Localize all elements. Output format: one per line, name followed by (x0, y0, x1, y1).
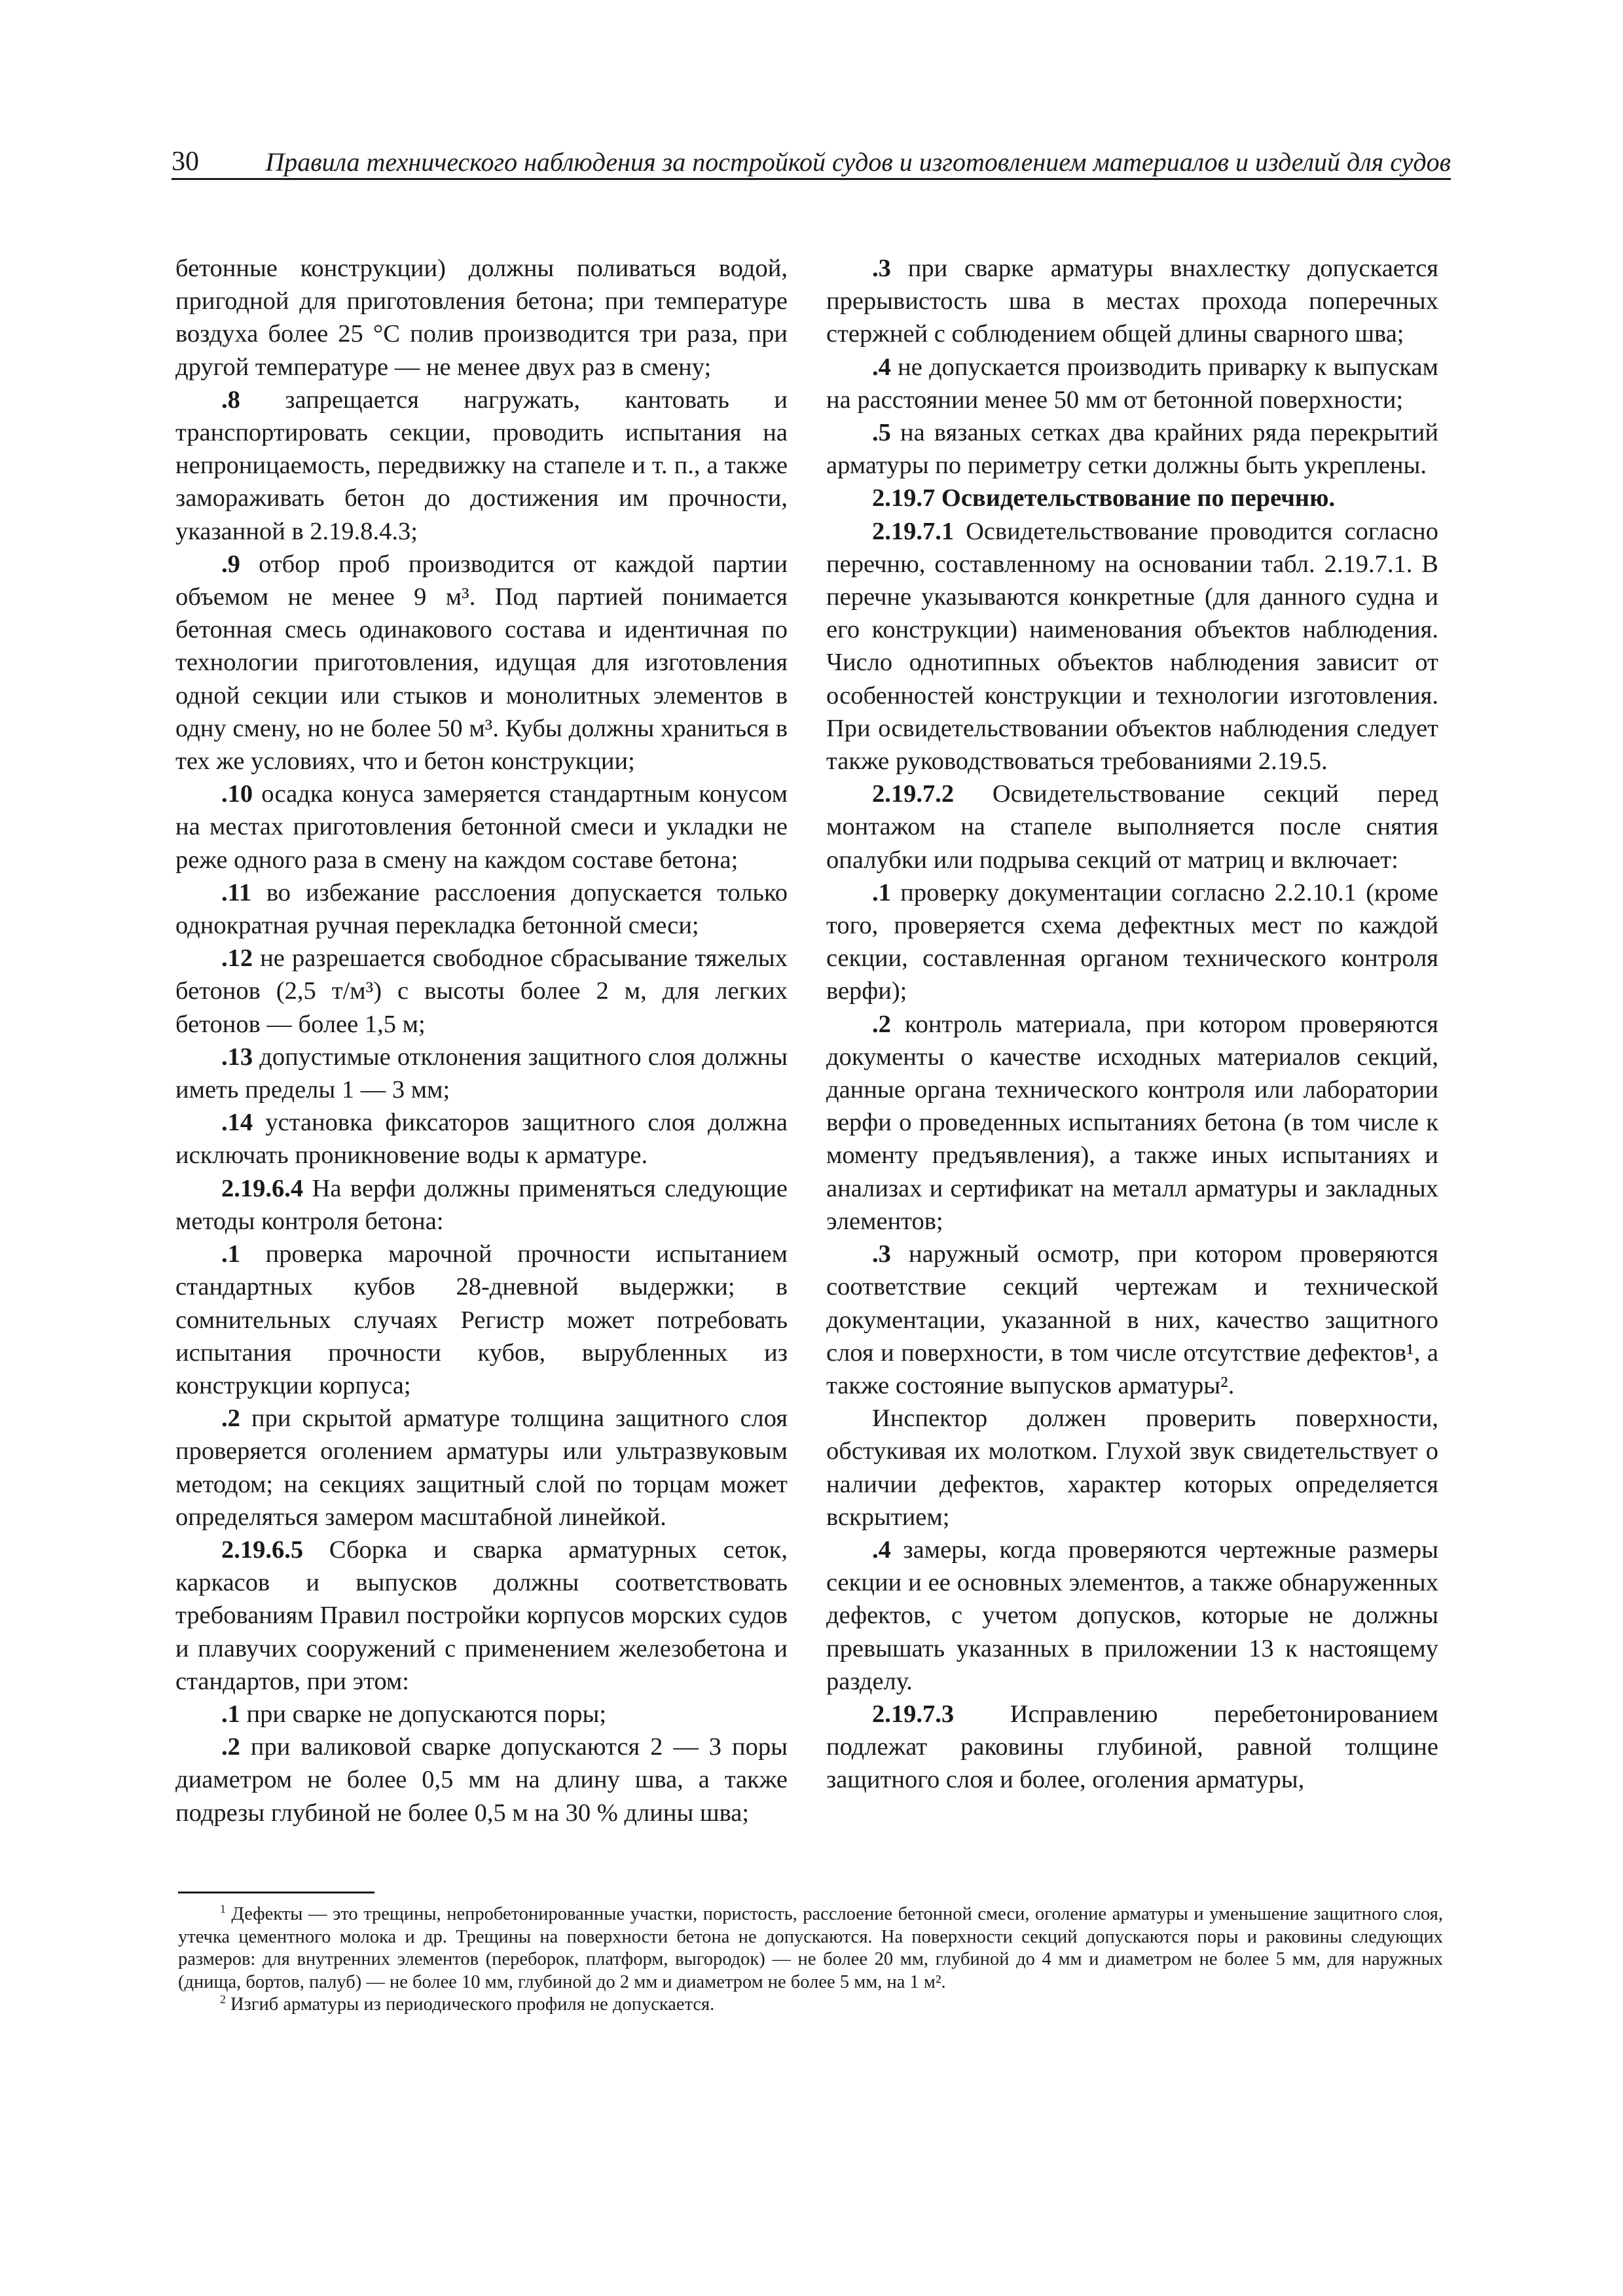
paragraph (175, 1041, 788, 1106)
paragraph-text: контроль материала, при котором проверяются документы о качестве исходных материалов секций, данные органа технического контроля или лаборатории верфи о проведенных испытаниях бетона (в том числе к моменту предъявления), а также иных испытаниях и анализах и сертификат на металл арматуры и закладных элементов; (826, 1010, 1438, 1235)
left-text-column (175, 252, 788, 1829)
paragraph-text: допустимые отклонения защитного слоя должны иметь пределы 1 — 3 мм; (175, 1043, 788, 1104)
paragraph (175, 1698, 788, 1731)
paragraph-text: бетонные конструкции) должны поливаться водой, пригодной для приготовления бетона; при температуре воздуха более 25 °С полив производится три раза, при другой температуре — не менее двух раз в смену; (175, 255, 788, 381)
paragraph-label: 2.19.6.5 (221, 1535, 304, 1564)
paragraph-text: Инспектор должен проверить поверхности, обстукивая их молотком. Глухой звук свидетельствует о наличии дефектов, характер которых определяется вскрытием; (826, 1405, 1438, 1531)
header-rule (172, 178, 1451, 180)
paragraph-label: .2 (872, 1010, 891, 1038)
paragraph (826, 515, 1438, 778)
paragraph-label: .13 (221, 1043, 253, 1071)
paragraph (175, 1534, 788, 1698)
paragraph-label: .1 (872, 878, 891, 906)
paragraph-label: .1 (221, 1700, 240, 1728)
paragraph (826, 1402, 1438, 1534)
paragraph-text: при сварке арматуры внахлестку допускается прерывистость шва в местах прохода поперечных стержней с соблюдением общей длины сварного шва; (826, 255, 1438, 348)
paragraph (175, 1402, 788, 1534)
paragraph (826, 351, 1438, 416)
paragraph-text: проверку документации согласно 2.2.10.1 (кроме того, проверяется схема дефектных мест по каждой секции, составленная органом технического контроля верфи); (826, 878, 1438, 1005)
paragraph-text: не разрешается свободное сбрасывание тяжелых бетонов (2,5 т/м³) с высоты более 2 м, для легких бетонов — более 1,5 м; (175, 944, 788, 1038)
paragraph (175, 778, 788, 876)
paragraph-label: .12 (221, 944, 253, 973)
paragraph-text: на вязаных сетках два крайних ряда перекрытий арматуры по периметру сетки должны быть укреплены. (826, 419, 1438, 480)
footnote-mark: 1 (220, 1902, 226, 1916)
right-text-column (826, 252, 1438, 1797)
footnote-rule (178, 1892, 374, 1893)
paragraph-text: не допускается производить приварку к выпускам на расстоянии менее 50 мм от бетонной поверхности; (826, 353, 1438, 414)
paragraph-text: при скрытой арматуре толщина защитного слоя проверяется оголением арматуры или ультразвуковым методом; на секциях защитный слой по торцам может определяться замером масштабной линейкой. (175, 1405, 788, 1531)
paragraph-text: Сборка и сварка арматурных сеток, каркасов и выпусков должны соответствовать требованиям Правил постройки корпусов морских судов и плавучих сооружений с применением железобетона и стандартов, при этом: (175, 1535, 788, 1695)
paragraph-text: во избежание расслоения допускается только однократная ручная перекладка бетонной смеси; (175, 878, 788, 940)
paragraph (826, 778, 1438, 876)
paragraph-text: Освидетельствование проводится согласно перечню, составленному на основании табл. 2.19.7.1. В перечне указываются конкретные (для данного судна и его конструкции) наименования объектов наблюдения. Число однотипных объектов наблюдения зависит от особенностей конструкции и технологии изготовления. При освидетельствовании объектов наблюдения следует также руководствоваться требованиями 2.19.5. (826, 517, 1438, 776)
paragraph-label: 2.19.7.2 (872, 780, 955, 808)
paragraph-text: запрещается нагружать, кантовать и транспортировать секции, проводить испытания на непроницаемость, передвижку на стапеле и т. п., а также замораживать бетон до достижения им прочности, указанной в 2.19.8.4.3; (175, 386, 788, 545)
paragraph (175, 1731, 788, 1829)
paragraph (826, 1698, 1438, 1797)
paragraph-label: .9 (221, 550, 240, 578)
footnote-mark: 2 (220, 1992, 226, 2006)
paragraph-text: На верфи должны применяться следующие методы контроля бетона: (175, 1174, 788, 1235)
paragraph (175, 876, 788, 942)
footnote-text: Дефекты — это трещины, непробетонированные участки, пористость, расслоение бетонной смеси, оголение арматуры и уменьшение защитного слоя, утечка цементного молока и др. Трещины на поверхности бетона не допускаются. На поверхности секций допускаются поры и раковины следующих размеров: для внутренних элементов (переборок, платформ, выгородок) — не более 20 мм, глубиной до 4 мм и диаметром не более 5 мм, для наружных (днища, бортов, палуб) — не более 10 мм, глубиной до 2 мм и диаметром не более 5 мм, на 1 м². (178, 1904, 1443, 1992)
paragraph (826, 1008, 1438, 1238)
paragraph (175, 548, 788, 778)
paragraph (826, 876, 1438, 1008)
paragraph (175, 1106, 788, 1172)
paragraph-text: Освидетельствование секций перед монтажом на стапеле выполняется после снятия опалубки или подрыва секций от матриц и включает: (826, 780, 1438, 874)
paragraph (175, 1238, 788, 1402)
paragraph-label: .3 (872, 1240, 891, 1268)
paragraph (175, 384, 788, 548)
paragraph-label: .1 (221, 1240, 240, 1268)
running-title: Правила технического наблюдения за постройкой судов и изготовлением материалов и изделий для судов (265, 147, 1451, 177)
paragraph-label: .4 (872, 1535, 891, 1564)
page-number: 30 (172, 147, 199, 177)
paragraph-label: 2.19.6.4 (221, 1174, 304, 1202)
paragraph-label: .10 (221, 780, 253, 808)
paragraph-label: .2 (221, 1405, 240, 1433)
footnote (178, 1994, 1443, 2017)
paragraph-text: при сварке не допускаются поры; (240, 1700, 607, 1728)
paragraph-label: 2.19.7.1 (872, 517, 955, 545)
paragraph-label: .11 (221, 878, 252, 906)
paragraph-text: отбор проб производится от каждой партии объемом не менее 9 м³. Под партией понимается бетонная смесь одинакового состава и идентичная по технологии приготовления, идущая для изготовления одной секции или стыков и монолитных элементов в одну смену, но не более 50 м³. Кубы должны храниться в тех же условиях, что и бетон конструкции; (175, 550, 788, 776)
paragraph (175, 252, 788, 384)
paragraph (175, 1172, 788, 1238)
footnotes (178, 1903, 1443, 2017)
paragraph-label: .3 (872, 255, 891, 282)
paragraph-text: при валиковой сварке допускаются 2 — 3 поры диаметром не более 0,5 мм на длину шва, а также подрезы глубиной не более 0,5 м на 30 % длины шва; (175, 1733, 788, 1827)
footnote (178, 1903, 1443, 1994)
footnote-text: Изгиб арматуры из периодического профиля не допускается. (225, 1994, 715, 2015)
paragraph (175, 942, 788, 1041)
paragraph-label: .8 (221, 386, 240, 414)
paragraph-text: осадка конуса замеряется стандартным конусом на местах приготовления бетонной смеси и укладки не реже одного раза в смену на каждом составе бетона; (175, 780, 788, 874)
paragraph-label: .4 (872, 353, 891, 381)
paragraph-text: замеры, когда проверяются чертежные размеры секции и ее основных элементов, а также обнаруженных дефектов, с учетом допусков, которые не должны превышать указанных в приложении 13 к настоящему разделу. (826, 1535, 1438, 1695)
paragraph (826, 1238, 1438, 1402)
paragraph (826, 482, 1438, 514)
page-header (172, 145, 1451, 182)
paragraph (826, 416, 1438, 482)
paragraph (826, 252, 1438, 351)
paragraph-label: 2.19.7 Освидетельствование по перечню. (872, 484, 1336, 512)
paragraph-text: проверка марочной прочности испытанием стандартных кубов 28-дневной выдержки; в сомнительных случаях Регистр может потребовать испытания прочности кубов, вырубленных из конструкции корпуса; (175, 1240, 788, 1399)
paragraph (826, 1534, 1438, 1698)
paragraph-label: .5 (872, 419, 891, 447)
paragraph-text: установка фиксаторов защитного слоя должна исключать проникновение воды к арматуре. (175, 1109, 788, 1170)
paragraph-label: .14 (221, 1109, 253, 1137)
paragraph-label: 2.19.7.3 (872, 1700, 955, 1728)
paragraph-text: Исправлению перебетонированием подлежат раковины глубиной, равной толщине защитного слоя и более, оголения арматуры, (826, 1700, 1438, 1794)
paragraph-label: .2 (221, 1733, 240, 1761)
paragraph-text: наружный осмотр, при котором проверяются соответствие секций чертежам и технической документации, указанной в них, качество защитного слоя и поверхности, в том числе отсутствие дефектов¹, а также состояние выпусков арматуры². (826, 1240, 1438, 1399)
